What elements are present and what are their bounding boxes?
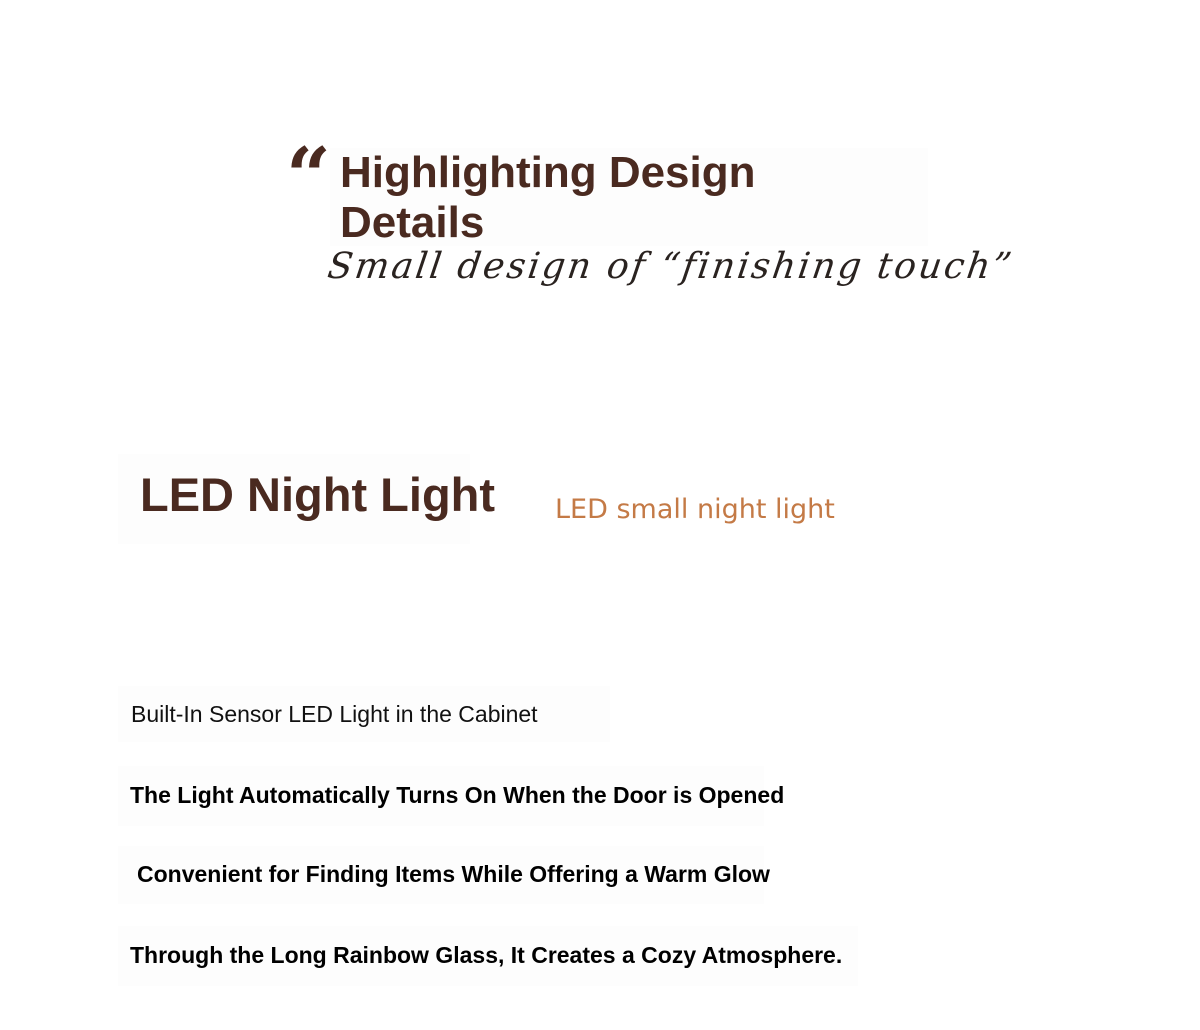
feature-line-2: The Light Automatically Turns On When the Door is Opened (130, 782, 785, 808)
script-subtitle: Small design of “finishing touch” (325, 246, 1017, 287)
feature-line-4: Through the Long Rainbow Glass, It Creates a Cozy Atmosphere. (130, 942, 843, 968)
section-subtitle: LED small night light (555, 494, 835, 525)
feature-line-1: Built-In Sensor LED Light in the Cabinet (131, 701, 538, 727)
section-title: LED Night Light (140, 468, 496, 521)
quote-mark-icon: “ (286, 131, 331, 222)
page-title: Highlighting Design Details (340, 148, 756, 247)
feature-line-3: Convenient for Finding Items While Offering a Warm Glow (137, 861, 770, 887)
